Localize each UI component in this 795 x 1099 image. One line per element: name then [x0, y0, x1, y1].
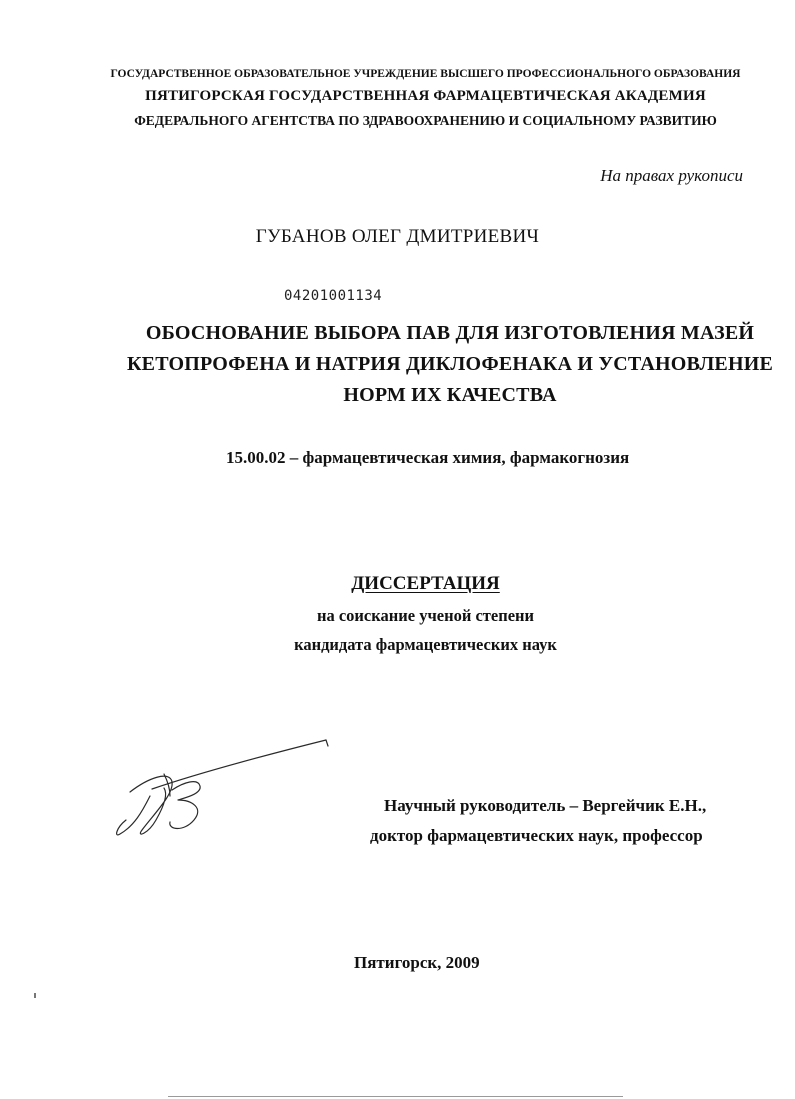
registration-code: 04201001134	[284, 288, 383, 304]
degree-purpose: на соискание ученой степени	[316, 606, 535, 625]
author-name: ГУБАНОВ ОЛЕГ ДМИТРИЕВИЧ	[255, 226, 540, 247]
dissertation-label: ДИССЕРТАЦИЯ	[351, 573, 500, 594]
supervisor-degree: доктор фармацевтических наук, профессор	[370, 826, 703, 845]
dissertation-heading	[28, 573, 795, 595]
institution-type-line: ГОСУДАРСТВЕННОЕ ОБРАЗОВАТЕЛЬНОЕ УЧРЕЖДЕНИЕ ВЫСШЕГО ПРОФЕССИОНАЛЬНОГО ОБРАЗОВАНИЯ	[110, 68, 741, 80]
place-and-year: Пятигорск, 2009	[354, 953, 480, 972]
manuscript-note: На правах рукописи	[600, 166, 743, 185]
title-line-3: НОРМ ИХ КАЧЕСТВА	[343, 384, 557, 406]
academy-name-line: ПЯТИГОРСКАЯ ГОСУДАРСТВЕННАЯ ФАРМАЦЕВТИЧЕСКАЯ АКАДЕМИЯ	[145, 88, 706, 104]
page-bottom-rule	[168, 1096, 623, 1097]
scan-mark	[34, 993, 36, 998]
degree-name: кандидата фармацевтических наук	[294, 635, 557, 654]
specialty-code: 15.00.02 – фармацевтическая химия, фармакогнозия	[226, 448, 630, 467]
title-line-1: ОБОСНОВАНИЕ ВЫБОРА ПАВ ДЛЯ ИЗГОТОВЛЕНИЯ МАЗЕЙ	[145, 322, 755, 344]
agency-line: ФЕДЕРАЛЬНОГО АГЕНТСТВА ПО ЗДРАВООХРАНЕНИЮ И СОЦИАЛЬНОМУ РАЗВИТИЮ	[134, 113, 717, 128]
title-line-2: КЕТОПРОФЕНА И НАТРИЯ ДИКЛОФЕНАКА И УСТАНОВЛЕНИЕ	[126, 353, 774, 375]
signature-icon	[112, 734, 342, 844]
dissertation-title	[110, 318, 790, 411]
supervisor-name: Научный руководитель – Вергейчик Е.Н.,	[384, 796, 707, 815]
